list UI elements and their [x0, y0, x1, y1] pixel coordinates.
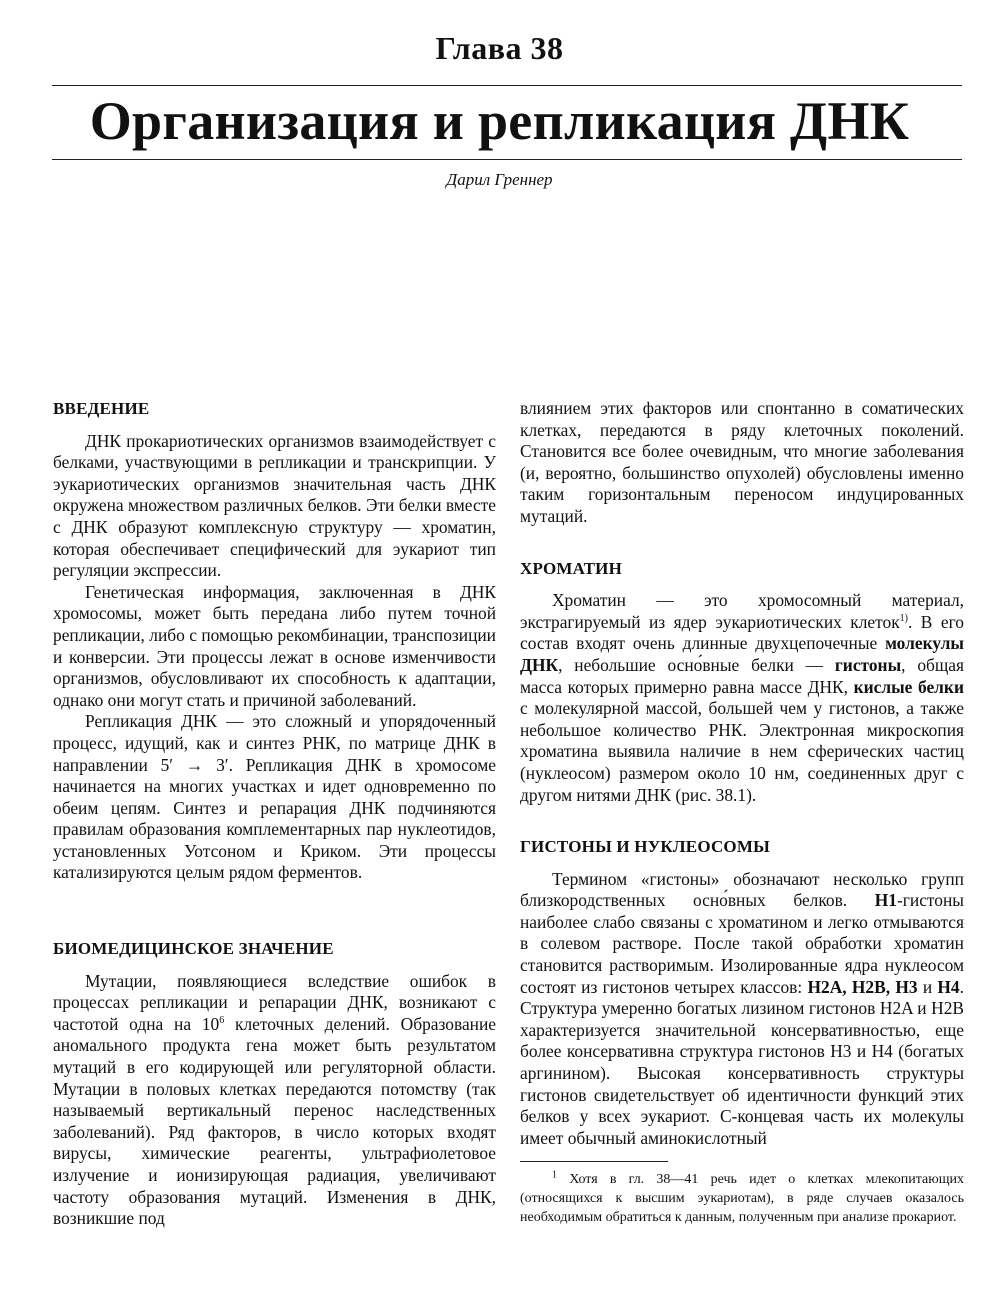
section-heading-biomedical: БИОМЕДИЦИНСКОЕ ЗНАЧЕНИЕ	[53, 939, 334, 959]
title-rule-bottom	[52, 159, 962, 160]
chapter-number: Глава 38	[435, 30, 564, 66]
intro-paragraph-2: Генетическая информация, заключенная в ДНК хромосомы, может быть передана либо путем точной репликации, либо с помощью рекомбинации, транспозиции и конверсии. Эти процессы лежат в основе изменчивости организмов, обусловливают их способность к адаптации, однако они могут стать и причиной заболеваний.	[53, 581, 496, 710]
chapter-title: Организация и репликация ДНК	[89, 91, 910, 151]
left-column	[53, 398, 496, 1230]
intro-paragraph-1: ДНК прокариотических организмов взаимодействует с белками, участвующими в репликации и транскрипции. У эукариотических организмов значительная часть ДНК окружена множеством различных белков. Эти белки вместе с ДНК образуют комплексную структуру — хроматин, которая обеспечивает специфический для эукариот тип регуляции экспрессии.	[53, 430, 496, 581]
title-rule-top	[52, 85, 962, 86]
section-heading-histones: ГИСТОНЫ И НУКЛЕОСОМЫ	[520, 837, 770, 857]
biomedical-paragraph: Мутации, появляющиеся вследствие ошибок в процессах репликации и репарации ДНК, возникают с частотой одна на $10^6$ клеточных делений. Образование аномального продукта гена может быть результатом мутаций в его кодирующей или регуляторной области. Мутации в половых клетках передаются потомству (так называемый вертикальный перенос наследственных заболеваний). Ряд факторов, в число которых входят вирусы, химические реагенты, ультрафиолетовое излучение и ионизирующая радиация, увеличивают частоту образования мутаций. Изменения в ДНК, возникшие под	[53, 970, 496, 1229]
right-column	[520, 398, 964, 1227]
footnote-rule	[520, 1161, 668, 1162]
chromatin-paragraph: Хроматин — это хромосомный материал, экстрагируемый из ядер эукариотических клеток$^{1)}$. В его состав входят очень длинные двухцепочечные молекулы ДНК, небольшие осно́вные белки — гистоны, общая масса которых примерно равна массе ДНК, кислые белки с молекулярной массой, большей чем у гистонов, а также небольшое количество РНК. Электронная микроскопия хроматина выявила наличие в нем сферических частиц (нуклеосом) размером около 10 нм, соединенных друг с другом нитями ДНК (рис. 38.1).	[520, 590, 964, 805]
section-heading-intro: ВВЕДЕНИЕ	[53, 399, 150, 418]
author-name: Дарил Греннер	[446, 170, 553, 189]
continued-paragraph: влиянием этих факторов или спонтанно в соматических клетках, передаются в ряду клеточных поколений. Становится все более очевидным, что многие заболевания (и, вероятно, большинство опухолей) обусловлены именно таким горизонтальным переносом индуцированных мутаций.	[520, 398, 964, 526]
footnote: $^1$ Хотя в гл. 38—41 речь идет о клетках млекопитающих (относящихся к высшим эукариотам), в ряде случаев оказалось необходимым обратиться к данным, полученным при анализе прокариот.	[520, 1169, 964, 1226]
intro-paragraph-3: Репликация ДНК — это сложный и упорядоченный процесс, идущий, как и синтез РНК, по матрице ДНК в направлении 5′ → 3′. Репликация ДНК в хромосоме начинается на многих участках и идет одновременно по обеим цепям. Синтез и репарация ДНК подчиняются правилам образования комплементарных пар нуклеотидов, установленных Уотсоном и Криком. Эти процессы катализируются целым рядом ферментов.	[53, 711, 496, 883]
histones-paragraph: Термином «гистоны» обозначают несколько групп близкородственных осно́вных белков. H1-гистоны наиболее слабо связаны с хроматином и легко отмываются в солевом растворе. После такой обработки хроматин становится растворимым. Изолированные ядра нуклеосом состоят из гистонов четырех классов: H2A, H2B, H3 и H4. Структура умеренно богатых лизином гистонов H2A и H2B характеризуется значительной консервативностью, еще более консервативна структура гистонов H3 и H4 (богатых аргинином). Высокая консервативность структуры гистонов свидетельствует об идентичности функций этих белков у всех эукариот. С-концевая часть их молекулы имеет обычный аминокислотный	[520, 868, 964, 1148]
section-heading-chromatin: ХРОМАТИН	[520, 558, 622, 578]
